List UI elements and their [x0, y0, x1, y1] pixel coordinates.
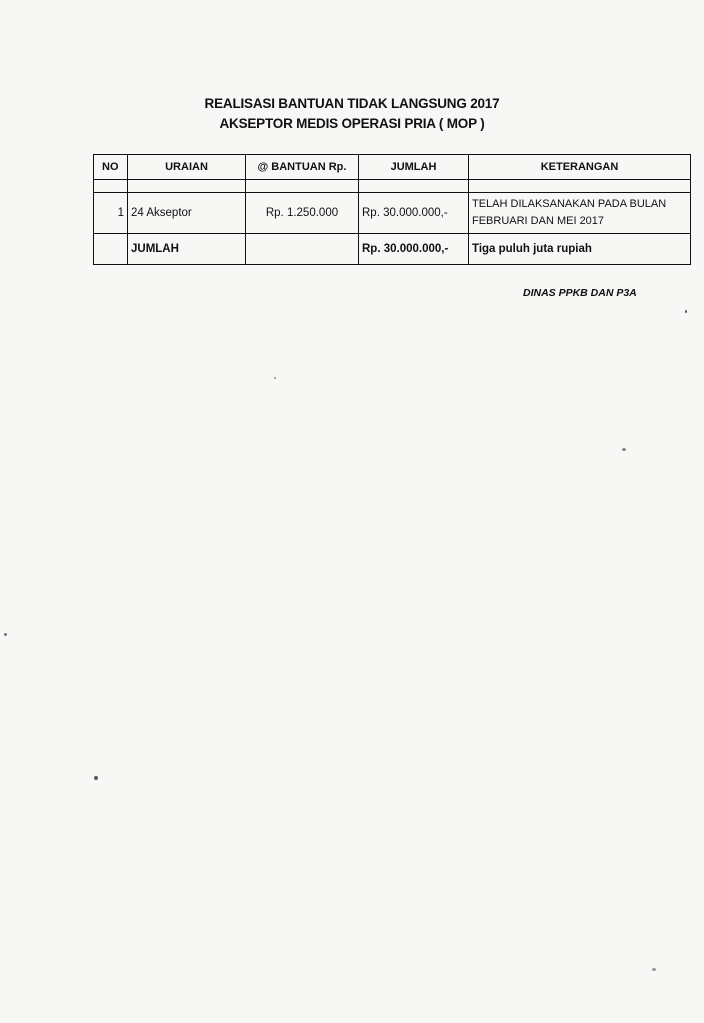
scan-speck	[4, 633, 7, 636]
header-bantuan: @ BANTUAN Rp.	[246, 155, 359, 180]
scan-speck	[94, 776, 98, 780]
row-no: 1	[94, 193, 128, 234]
title-line-1: REALISASI BANTUAN TIDAK LANGSUNG 2017	[204, 96, 500, 111]
header-no: NO	[94, 155, 128, 180]
table-spacer-row	[94, 180, 691, 193]
table-total-row	[94, 234, 691, 265]
document-title	[0, 94, 704, 134]
spacer-cell	[359, 180, 469, 193]
header-uraian: URAIAN	[128, 155, 246, 180]
header-jumlah: JUMLAH	[359, 155, 469, 180]
row-bantuan: Rp. 1.250.000	[246, 193, 359, 234]
row-keterangan: TELAH DILAKSANAKAN PADA BULAN FEBRUARI DAN MEI 2017	[469, 193, 691, 234]
scan-speck	[652, 968, 656, 971]
table-row	[94, 193, 691, 234]
total-label: JUMLAH	[128, 234, 246, 265]
table-header-row	[94, 155, 691, 180]
spacer-cell	[128, 180, 246, 193]
scan-speck	[685, 310, 687, 313]
total-jumlah: Rp. 30.000.000,-	[359, 234, 469, 265]
total-keterangan: Tiga puluh juta rupiah	[469, 234, 691, 265]
spacer-cell	[94, 180, 128, 193]
total-bantuan-cell	[246, 234, 359, 265]
row-uraian: 24 Akseptor	[128, 193, 246, 234]
issuer-note: DINAS PPKB DAN P3A	[523, 287, 637, 299]
spacer-cell	[469, 180, 691, 193]
realization-table	[93, 154, 691, 265]
scan-speck	[274, 377, 276, 379]
header-keterangan: KETERANGAN	[469, 155, 691, 180]
row-jumlah: Rp. 30.000.000,-	[359, 193, 469, 234]
total-no-cell	[94, 234, 128, 265]
title-line-2: AKSEPTOR MEDIS OPERASI PRIA ( MOP )	[219, 116, 485, 131]
scan-speck	[622, 448, 626, 451]
spacer-cell	[246, 180, 359, 193]
